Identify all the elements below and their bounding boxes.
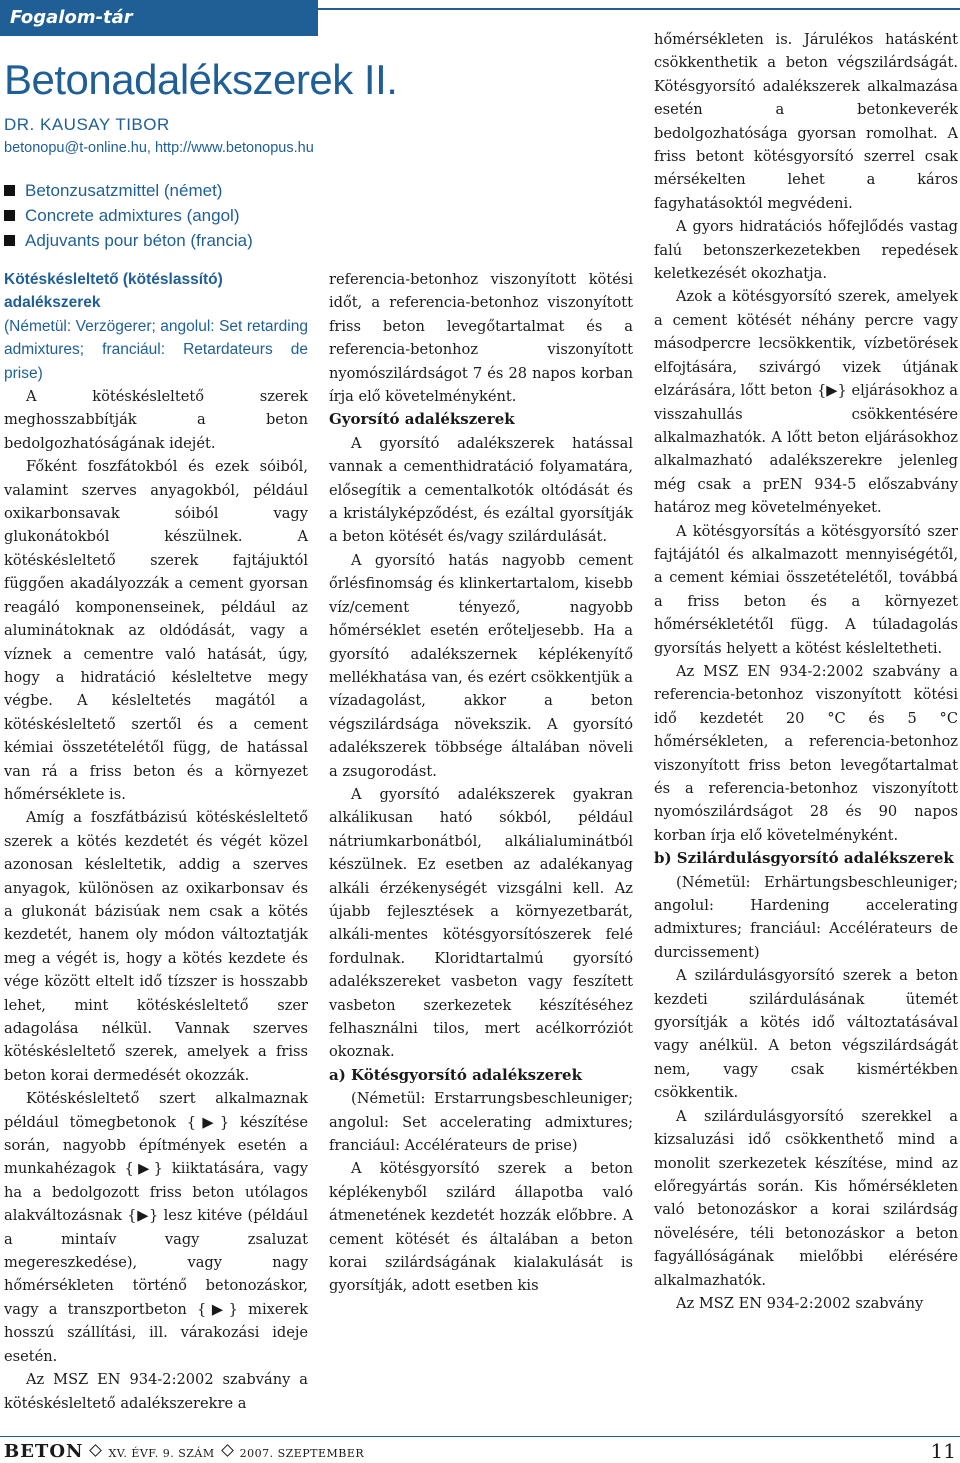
issue-info: XV. ÉVF. 9. SZÁM	[108, 1447, 215, 1460]
body-paragraph: Az MSZ EN 934-2:2002 szabvány a kötéskésleltető adalékszerekre a	[4, 1371, 308, 1412]
issue-date: 2007. SZEPTEMBER	[239, 1447, 365, 1460]
language-item: Concrete admixtures (angol)	[4, 203, 253, 228]
body-paragraph: A szilárdulásgyorsító szerek a beton kezdeti szilárdulásának ütemét gyorsítják a kötés idő változtatásával vagy anélkül. A beton végszilárdságát nem, vagy csak kismértékben csökkentik.	[654, 967, 958, 1102]
footer	[4, 1441, 364, 1462]
page-number: 11	[930, 1439, 956, 1463]
column-2	[329, 268, 633, 1298]
square-bullet-icon	[4, 185, 15, 196]
diamond-icon	[221, 1444, 234, 1457]
body-paragraph: Az MSZ EN 934-2:2002 szabvány	[676, 1294, 924, 1312]
translations-paragraph: (Németül: Verzögerer; angolul: Set retarding admixtures; franciául: Retardateurs de prise)	[4, 317, 308, 382]
column-1	[4, 268, 308, 1415]
section-heading-retarders: Kötéskésleltető (kötéslassító) adalékszerek	[4, 271, 223, 312]
language-item: Adjuvants pour béton (francia)	[4, 228, 253, 253]
body-paragraph: Azok a kötésgyorsító szerek, amelyek a cement kötését néhány percre vagy másodpercre lecsökkentik, vízbetörések elfojtására, szivárgó vizek útjának elzárására, lőtt beton {▶} eljárásokhoz a visszahullás csökkentésére alkalmazhatók. A lőtt beton eljárásokhoz alkalmazható adalékszerekre jelenleg még csak a prEN 934-5 előszabvány határoz meg követelményeket.	[654, 288, 958, 517]
journal-name: BETON	[4, 1441, 84, 1462]
translations-paragraph: (Németül: Erstarrungsbeschleuniger; angolul: Set accelerating admixtures; franciául: Accélérateurs de prise)	[329, 1090, 633, 1155]
article-title: Betonadalékszerek II.	[4, 56, 398, 103]
subsection-heading-set-accelerators: a) Kötésgyorsító adalékszerek	[329, 1065, 582, 1084]
translations-paragraph: (Németül: Erhärtungsbeschleuniger; angolul: Hardening accelerating admixtures; franciául: Accélérateurs de durcissement)	[654, 873, 958, 961]
language-list	[4, 178, 253, 253]
column-3	[654, 28, 958, 1315]
body-paragraph: referencia-betonhoz viszonyított kötési időt, a referencia-betonhoz viszonyított friss beton levegőtartalmat és a referencia-betonhoz viszonyított nyomószilárdságot 7 és 28 napos korban írja elő követelményként.	[329, 271, 633, 406]
header-rule	[318, 8, 960, 10]
body-paragraph: A kötésgyorsítás a kötésgyorsító szer fajtájától és alkalmazott mennyiségétől, a cement kémiai összetételétől, továbbá a friss beton és a környezet hőmérsékletétől függ. A túladagolás gyorsítás helyett a kötést késleltetheti.	[654, 522, 958, 657]
body-paragraph: A gyorsító adalékszerek hatással vannak a cementhidratáció folyamatára, elősegítik a cementalkotók oltódását és a kristályképződést, és ezáltal gyorsítják a beton kötését és/vagy szilárdulását.	[329, 434, 633, 546]
body-paragraph: Kötéskésleltető szert alkalmaznak például tömegbetonok {▶} készítése során, nagyobb építmények esetén a munkahézagok {▶} kiiktatására, vagy ha a bedolgozott friss beton utólagos alakváltozásnak {▶} lesz kitéve (például a mintaív vagy zsaluzat megereszkedése), vagy nagy hőmérsékleten történő betonozáskor, vagy a transzportbeton {▶} mixerek hosszú szállítási, ill. várakozási ideje esetén.	[4, 1090, 308, 1365]
footer-rule	[0, 1436, 960, 1437]
body-paragraph: Amíg a foszfátbázisú kötéskésleltető szerek a kötés kezdetét és végét közel azonosan késleltetik, addig a szerves anyagok, különösen az oxikarbonsav és a glukonát bázisúak nem csak a kötés kezdetét, hanem oly módon változtatják meg a végét is, hogy a kötés kezdete és vége között eltelt idő tízszer is hosszabb lehet, mint kötéskésleltető szer adagolása nélkül. Vannak szerves kötéskésleltető szerek, amelyek a friss beton korai dermedését okozzák.	[4, 809, 308, 1084]
language-item: Betonzusatzmittel (német)	[4, 178, 253, 203]
body-paragraph: A szilárdulásgyorsító szerekkel a kizsaluzási idő csökkenthető mind a monolit szerkezetek készítése, mind az előregyártás során. Kis hőmérsékleten való betonozáskor a korai szilárdság növelésére, téli betonozáskor a beton fagyállóságának mielőbbi elérésére alkalmazhatók.	[654, 1107, 958, 1289]
diamond-icon	[90, 1444, 103, 1457]
body-paragraph: A kötéskésleltető szerek meghosszabbítják a beton bedolgozhatóságának idejét.	[4, 388, 308, 452]
body-paragraph: A kötésgyorsító szerek a beton képlékenyből szilárd állapotba való átmenetének kezdetét hozzák előbbre. A cement kötését és általában a beton korai szilárdságának kialakulását is gyorsítják, adott esetben kis	[329, 1160, 633, 1295]
body-paragraph: A gyorsító hatás nagyobb cement őrlésfinomság és klinkertartalom, kisebb víz/cement tényező, nagyobb hőmérséklet esetén erőteljesebb. Ha a gyorsító adalékszernek képlékenyítő mellékhatása van, és ezért csökkentjük a vízadagolást, akkor a beton végszilárdsága növekszik. A gyorsító adalékszerek többsége általában növeli a zsugorodást.	[329, 551, 633, 780]
body-paragraph: Főként foszfátokból és ezek sóiból, valamint szerves anyagokból, például oxikarbonsavak sóiból vagy glukonátokból készülnek. A kötéskésleltető szerek fajtájuktól függően akadályozzák a cement gyorsan reagáló komponenseinek, például az aluminátoknak az oldódását, vagy a víznek a cementre való hatását, úgy, hogy a hidratáció késleltetve megy végbe. A késleltetés magától a kötéskésleltető szertől és a cement kémiai összetételétől függ, de hatással van rá a friss beton és a környezet hőmérséklete is.	[4, 458, 308, 803]
body-paragraph: hőmérsékleten is. Járulékos hatásként csökkenthetik a beton végszilárdságát. Kötésgyorsító adalékszerek alkalmazása esetén a betonkeverék bedolgozhatósága gyorsan romolhat. A friss betont kötésgyorsító szerrel csak mérsékelten lehet a káros fagyhatásoktól megvédeni.	[654, 31, 958, 212]
body-paragraph: A gyors hidratációs hőfejlődés vastag falú betonszerkezetekben repedések keletkezését okozhatja.	[654, 218, 958, 283]
body-paragraph: A gyorsító adalékszerek gyakran alkálikusan ható sókból, például nátriumkarbonátból, alkálialuminátból készülnek. Ez esetben az adalékanyag alkáli érzékenységét vizsgálni kell. Az újabb fejlesztések a környezetbarát, alkáli-mentes kötésgyorsítószerek felé fordulnak. Kloridtartalmú gyorsító adalékszereket vasbeton vagy feszített vasbeton szerkezetek készítéséhez felhasználni tilos, mert acélkorróziót okoznak.	[329, 785, 633, 1061]
square-bullet-icon	[4, 235, 15, 246]
author-name: DR. KAUSAY TIBOR	[4, 115, 170, 134]
body-paragraph: Az MSZ EN 934-2:2002 szabvány a referencia-betonhoz viszonyított kötési idő kezdetét 20 °C és 5 °C hőmérsékleten, a referencia-betonhoz viszonyított friss beton levegőtartalmat és a referencia-betonhoz viszonyított nyomószilárdságot 28 és 90 napos korban írja elő követelményként.	[654, 662, 958, 844]
square-bullet-icon	[4, 210, 15, 221]
section-heading-accelerators: Gyorsító adalékszerek	[329, 410, 515, 429]
author-contact[interactable]: betonopu@t-online.hu, http://www.betonopus.hu	[4, 140, 314, 156]
subsection-heading-hardening-accelerators: b) Szilárdulásgyorsító adalékszerek	[654, 849, 954, 868]
section-label: Fogalom-tár	[0, 0, 318, 36]
